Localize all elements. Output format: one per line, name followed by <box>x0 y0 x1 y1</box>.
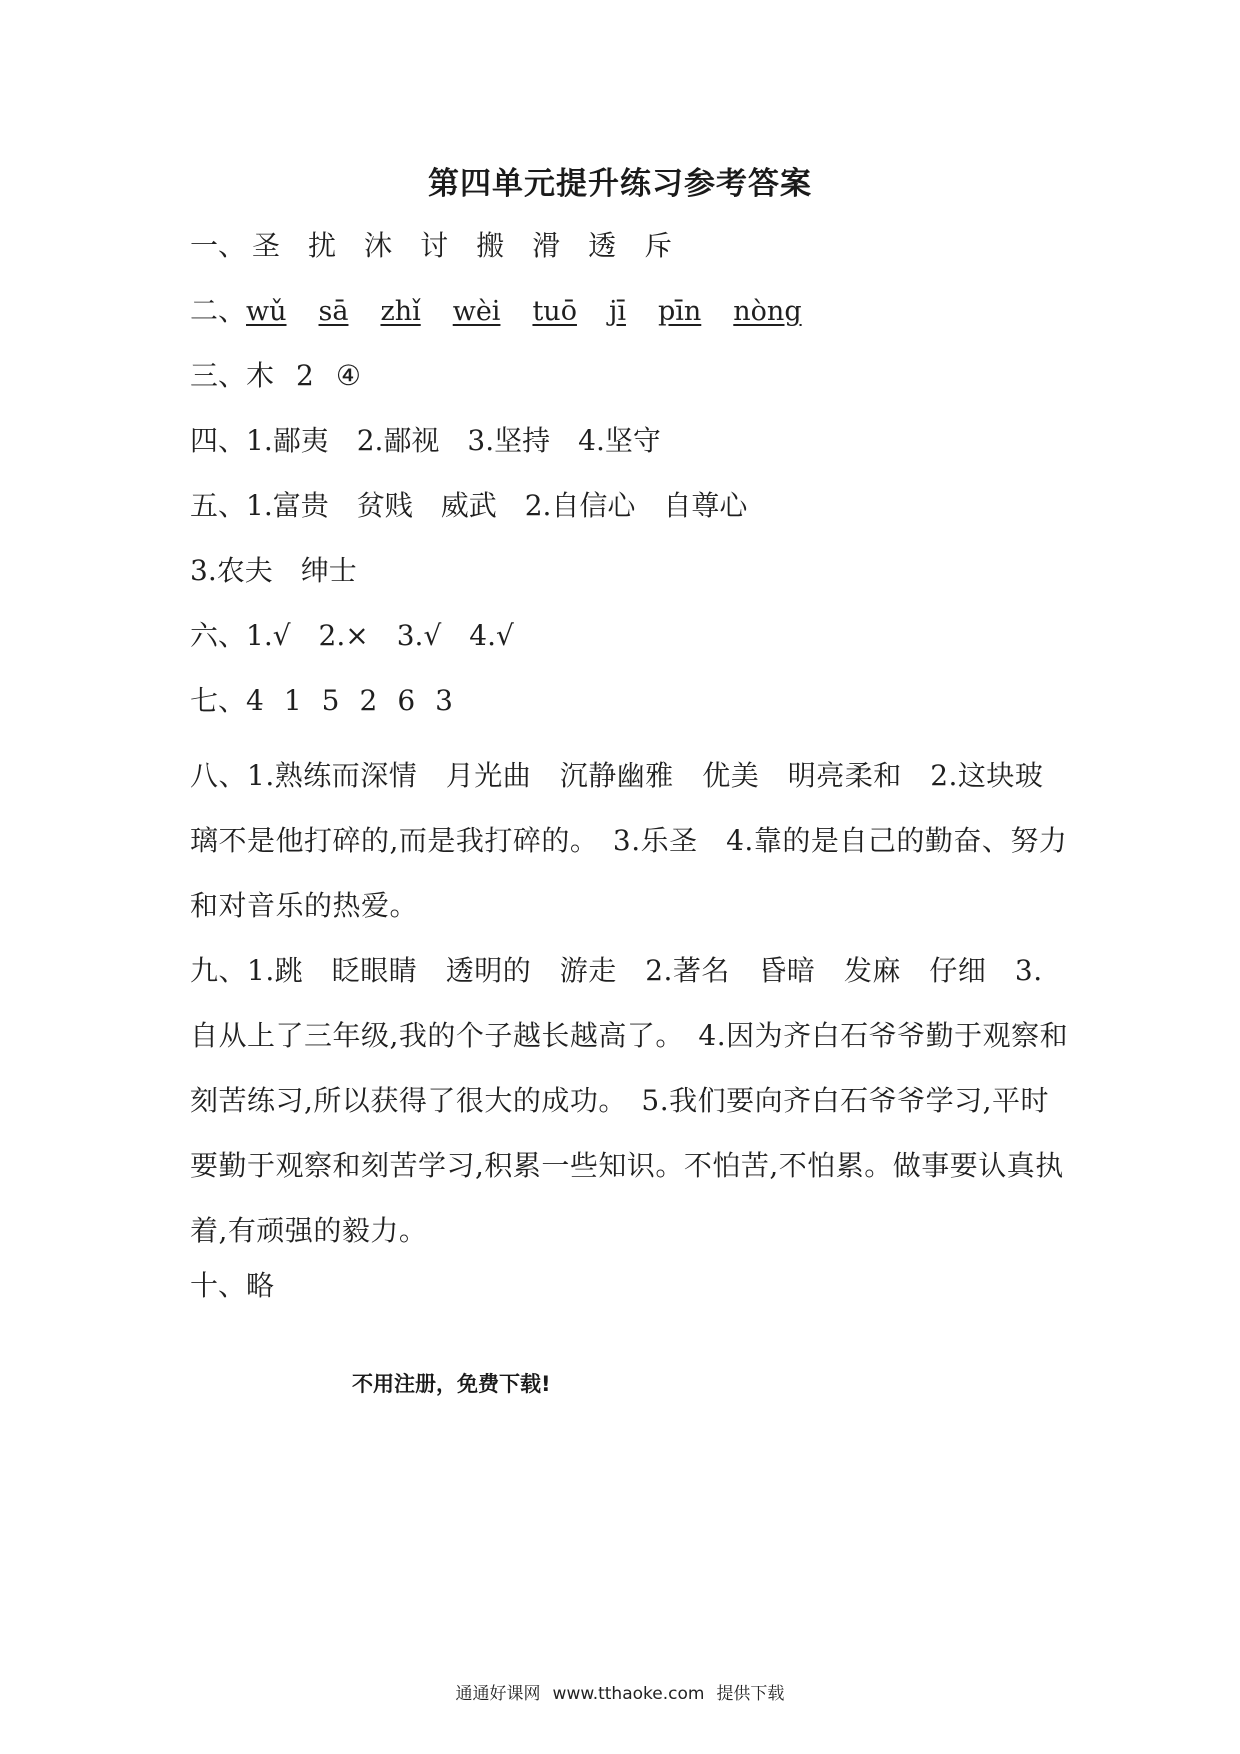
answer-item: 木 <box>246 359 275 392</box>
answer-section-5-line-2: 3.农夫 绅士 <box>190 554 357 587</box>
page-footer <box>0 1681 1240 1707</box>
answer-item: 圣 <box>252 229 281 262</box>
answer-item: 透 <box>588 229 617 262</box>
page-title: 第四单元提升练习参考答案 <box>428 166 812 202</box>
footer-url[interactable]: www.tthaoke.com <box>552 1684 705 1704</box>
answer-item: 1 <box>283 684 302 717</box>
pinyin-answer: wǔ <box>246 296 287 327</box>
answer-section-4: 四、1.鄙夷 2.鄙视 3.坚持 4.坚守 <box>190 424 661 457</box>
answer-section-5-line-1: 五、1.富贵 贫贱 威武 2.自信心 自尊心 <box>190 489 748 522</box>
download-notice: 不用注册，免费下载! <box>352 1372 551 1396</box>
answer-item: 2 <box>296 359 314 392</box>
answer-section-2 <box>190 291 1070 332</box>
answer-item: 3 <box>435 684 453 717</box>
footer-suffix: 提供下载 <box>716 1684 785 1704</box>
answer-section-3 <box>190 356 1070 396</box>
answer-item: ④ <box>335 359 361 392</box>
section-label: 二、 <box>190 294 247 327</box>
pinyin-answer: tuō <box>532 296 577 327</box>
answer-section-7 <box>190 681 1070 721</box>
answer-section-9: 九、1.跳 眨眼睛 透明的 游走 2.著名 昏暗 发麻 仔细 3.自从上了三年级,我的个子越长越高了。 4.因为齐白石爷爷勤于观察和刻苦练习,所以获得了很大的成功。 5.我们要向齐白石爷爷学习,平时要勤于观察和刻苦学习,积累一些知识。不怕苦,不怕累。做事要认真执着,有顽强的毅力。 <box>190 954 1069 1247</box>
answer-item: 6 <box>397 684 416 717</box>
answer-item: 斥 <box>644 229 673 262</box>
answer-section-8: 八、1.熟练而深情 月光曲 沉静幽雅 优美 明亮柔和 2.这块玻璃不是他打碎的,而是我打碎的。 3.乐圣 4.靠的是自己的勤奋、努力和对音乐的热爱。 <box>190 759 1068 922</box>
section-label: 三、 <box>190 359 247 392</box>
pinyin-answer: zhǐ <box>380 296 421 327</box>
pinyin-answer: nòng <box>733 296 802 327</box>
answer-item: 扰 <box>308 229 337 262</box>
answer-section-6: 六、1.√ 2.× 3.√ 4.√ <box>190 619 514 652</box>
answer-item: 滑 <box>532 229 561 262</box>
section-label: 七、 <box>190 684 247 717</box>
footer-site-name: 通通好课网 <box>455 1684 541 1704</box>
answer-item: 4 <box>246 684 264 717</box>
answer-item: 沐 <box>364 229 393 262</box>
pinyin-answer: jī <box>608 296 626 327</box>
answer-item: 搬 <box>476 229 505 262</box>
pinyin-answer: pīn <box>657 296 702 327</box>
pinyin-answer: wèi <box>452 296 501 327</box>
answer-section-10: 十、略 <box>190 1269 275 1302</box>
answer-item: 讨 <box>420 229 449 262</box>
answer-item: 2 <box>359 684 378 717</box>
pinyin-answer: sā <box>318 296 349 327</box>
answer-section-1 <box>190 226 1070 266</box>
answer-item: 5 <box>321 684 340 717</box>
section-label: 一、 <box>190 229 247 262</box>
